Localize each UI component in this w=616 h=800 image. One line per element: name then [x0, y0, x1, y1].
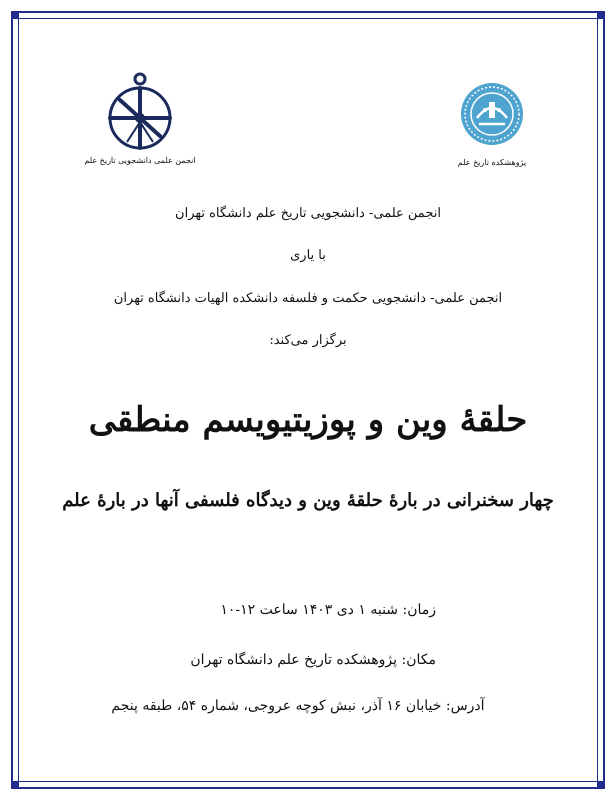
astrolabe-icon — [105, 70, 175, 156]
event-time: زمان: شنبه ۱ دی ۱۴۰۳ ساعت ۱۲-۱۰ — [220, 602, 436, 618]
research-institute-logo — [432, 80, 552, 168]
holds-line: برگزار می‌کند: — [269, 333, 347, 348]
organizer-line: انجمن علمی- دانشجویی تاریخ علم دانشگاه تهران — [175, 206, 441, 221]
student-association-caption: انجمن علمی دانشجویی تاریخ علم — [84, 156, 196, 165]
research-institute-caption: پژوهشکده تاریخ علم — [457, 158, 527, 167]
with-help-line: با یاری — [290, 248, 326, 263]
border-corner-bottom-right — [597, 781, 605, 789]
event-title: حلقهٔ وین و پوزیتیویسم منطقی — [88, 400, 528, 440]
event-address: آدرس: خیابان ۱۶ آذر، نبش کوچه عروجی، شماره ۵۴، طبقه پنجم — [111, 698, 485, 714]
border-corner-top-left — [11, 11, 19, 19]
border-corner-top-right — [597, 11, 605, 19]
partner-line: انجمن علمی- دانشجویی حکمت و فلسفه دانشکده الهیات دانشگاه تهران — [113, 291, 503, 306]
border-corner-bottom-left — [11, 781, 19, 789]
student-association-logo — [80, 70, 200, 166]
university-of-tehran-seal-icon — [459, 80, 525, 150]
event-place: مکان: پژوهشکده تاریخ علم دانشگاه تهران — [190, 652, 436, 668]
event-subtitle: چهار سخنرانی در بارهٔ حلقهٔ وین و دیدگاه فلسفی آنها در بارهٔ علم — [62, 490, 554, 511]
